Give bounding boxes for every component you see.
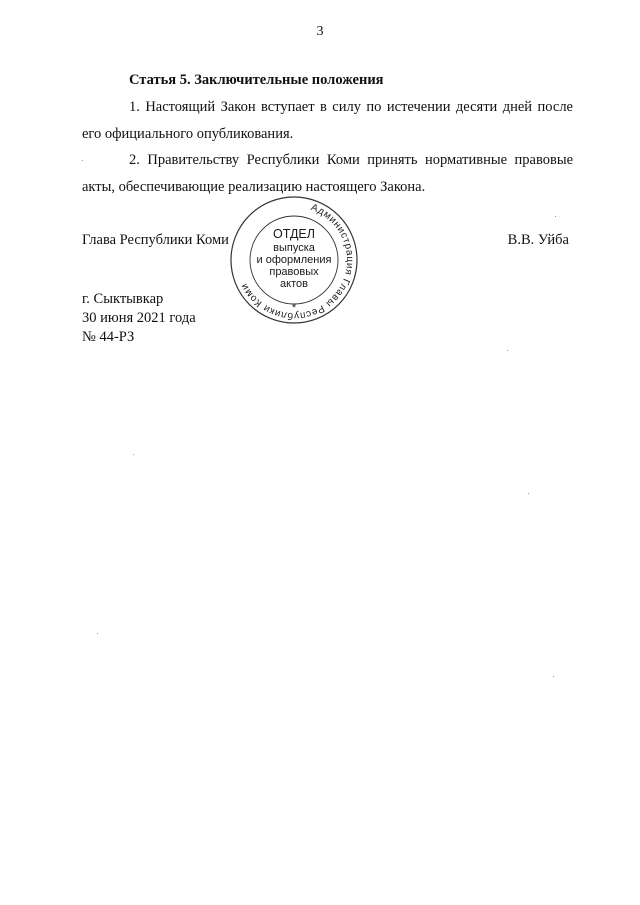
page-number: 3 [316, 24, 324, 39]
stamp-star-icon: * [291, 302, 297, 314]
scan-speck [133, 454, 134, 455]
scan-speck [82, 160, 83, 161]
official-stamp [228, 194, 360, 326]
signer-title: Глава Республики Коми [82, 232, 229, 248]
stamp-line-1: ОТДЕЛ [273, 227, 315, 241]
signer-name: В.В. Уйба [507, 232, 569, 248]
scan-speck [555, 216, 556, 217]
signing-date: 30 июня 2021 года [82, 310, 196, 326]
law-number: № 44-РЗ [82, 329, 135, 345]
scan-speck [528, 493, 529, 494]
stamp-line-3: и оформления [256, 254, 332, 266]
city: г. Сыктывкар [82, 291, 164, 307]
scan-speck [507, 350, 508, 351]
scan-speck [97, 633, 98, 634]
stamp-line-5: актов [280, 278, 308, 290]
article-paragraph-2: 2. Правительству Республики Коми принять нормативные правовые акты, обеспечивающие реализацию настоящего Закона. [82, 152, 573, 195]
article-title: Статья 5. Заключительные положения [129, 72, 384, 88]
place-date-block [82, 290, 196, 347]
stamp-line-2: выпуска [273, 242, 315, 254]
stamp-line-4: правовых [269, 266, 319, 278]
article-paragraph-1: 1. Настоящий Закон вступает в силу по истечении десяти дней после его официального опубликования. [82, 99, 573, 142]
scan-speck [553, 676, 554, 677]
stamp-ring-text: Администрация Главы Республики Коми [238, 202, 356, 322]
